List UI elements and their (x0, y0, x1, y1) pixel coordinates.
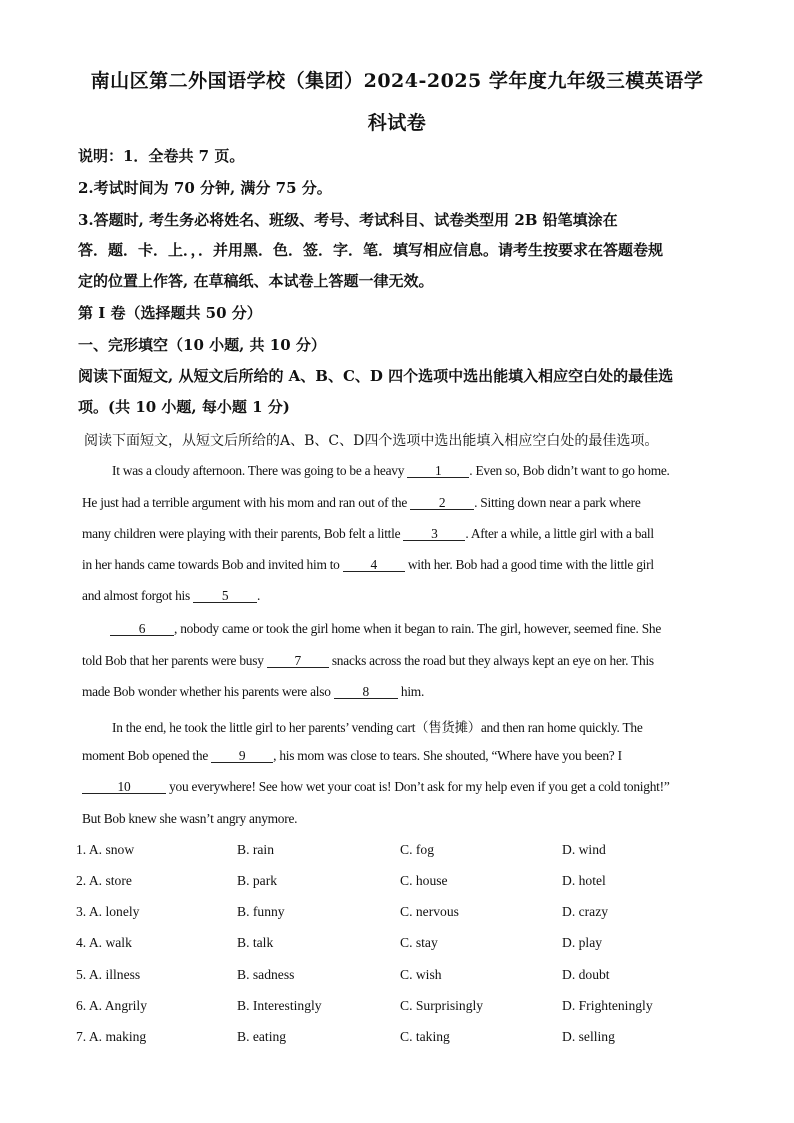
passage-line: made Bob wonder whether his parents were also 8 him. (82, 684, 425, 699)
option-b: B. rain (237, 842, 274, 857)
option-d: D. wind (562, 842, 606, 857)
option-a: 4. A. walk (76, 935, 132, 950)
option-d: D. doubt (562, 967, 610, 982)
option-d: D. crazy (562, 904, 609, 919)
option-c: C. wish (400, 967, 442, 982)
instruction-line-4: 答．题．卡．上．，．并用黑．色．签．字．笔．填写相应信息。请考生按要求在答题卷规 (78, 241, 664, 259)
option-row-6 (76, 998, 726, 1016)
option-d: D. hotel (562, 873, 606, 888)
option-d: D. Frighteningly (562, 998, 653, 1013)
passage-line: told Bob that her parents were busy 7 snacks across the road but they always kept an eye on her. This (82, 653, 654, 668)
blank-1: 1 (407, 464, 469, 478)
option-b: B. eating (237, 1029, 287, 1044)
option-c: C. house (400, 873, 448, 888)
option-a: 1. A. snow (76, 842, 135, 857)
option-c: C. fog (400, 842, 434, 857)
blank-10: 10 (82, 780, 166, 794)
blank-5: 5 (193, 589, 257, 603)
blank-7: 7 (267, 654, 329, 668)
option-row-3 (76, 904, 726, 922)
direction-line-1: 阅读下面短文, 从短文后所给的 A、B、C、D 四个选项中选出能填入相应空白处的最佳选 (78, 367, 674, 385)
option-d: D. selling (562, 1029, 615, 1044)
option-c: C. stay (400, 935, 438, 950)
passage-line: many children were playing with their parents, Bob felt a little 3 . After a while, a little girl with a ball (82, 526, 654, 541)
blank-3: 3 (403, 527, 465, 541)
blank-9: 9 (211, 749, 273, 763)
option-a: 7. A. making (76, 1029, 147, 1044)
option-row-4 (76, 935, 726, 953)
option-row-7 (76, 1029, 726, 1047)
option-a: 3. A. lonely (76, 904, 140, 919)
instruction-line-5: 定的位置上作答, 在草稿纸、本试卷上答题一律无效。 (78, 272, 434, 290)
option-row-1 (76, 842, 726, 860)
passage-line: 10 you everywhere! See how wet your coat is! Don’t ask for my help even if you get a cold tonight!” (82, 779, 710, 795)
option-row-2 (76, 873, 726, 891)
instruction-line-1: 说明：1．全卷共 7 页。 (78, 147, 245, 165)
blank-4: 4 (343, 558, 405, 572)
section-heading: 一、完形填空（10 小题, 共 10 分） (78, 336, 326, 354)
option-b: B. sadness (237, 967, 295, 982)
option-b: B. Interestingly (237, 998, 322, 1013)
option-a: 6. A. Angrily (76, 998, 147, 1013)
instruction-line-3: 3.答题时, 考生务必将姓名、班级、考号、考试科目、试卷类型用 2B 铅笔填涂在 (78, 211, 618, 229)
exam-title-line1: 南山区第二外国语学校（集团）2024-2025 学年度九年级三模英语学 (90, 70, 704, 92)
passage-line: It was a cloudy afternoon. There was going to be a heavy 1 . Even so, Bob didn’t want to go home. (112, 463, 670, 478)
passage-line: and almost forgot his 5 . (82, 588, 261, 603)
option-b: B. talk (237, 935, 274, 950)
option-row-5 (76, 967, 726, 985)
instruction-line-2: 2.考试时间为 70 分钟, 满分 75 分。 (78, 179, 332, 197)
blank-6: 6 (110, 622, 174, 636)
passage-line: moment Bob opened the 9 , his mom was close to tears. She shouted, “Where have you been? I (82, 748, 622, 763)
part-title: 第 I 卷（选择题共 50 分） (78, 304, 262, 322)
option-a: 2. A. store (76, 873, 132, 888)
passage-intro: 阅读下面短文，从短文后所给的A、B、C、D四个选项中选出能填入相应空白处的最佳选项。 (84, 433, 659, 449)
exam-title-line2: 科试卷 (367, 112, 427, 134)
passage-line: But Bob knew she wasn’t angry anymore. (82, 811, 298, 826)
passage-line: 6 , nobody came or took the girl home when it began to rain. The girl, however, seemed fine. She (110, 621, 738, 637)
option-d: D. play (562, 935, 603, 950)
passage-line: in her hands came towards Bob and invited him to 4 with her. Bob had a good time with the little girl (82, 557, 654, 572)
option-c: C. nervous (400, 904, 459, 919)
direction-line-2: 项。(共 10 小题, 每小题 1 分) (78, 398, 290, 416)
option-b: B. park (237, 873, 278, 888)
option-c: C. Surprisingly (400, 998, 484, 1013)
option-a: 5. A. illness (76, 967, 141, 982)
blank-2: 2 (410, 496, 474, 510)
option-c: C. taking (400, 1029, 450, 1044)
passage-line: He just had a terrible argument with his mom and ran out of the 2 . Sitting down near a park where (82, 495, 641, 510)
blank-8: 8 (334, 685, 398, 699)
option-b: B. funny (237, 904, 285, 919)
passage-line: In the end, he took the little girl to her parents’ vending cart（售货摊）and then ran home quickly. The (112, 720, 643, 735)
